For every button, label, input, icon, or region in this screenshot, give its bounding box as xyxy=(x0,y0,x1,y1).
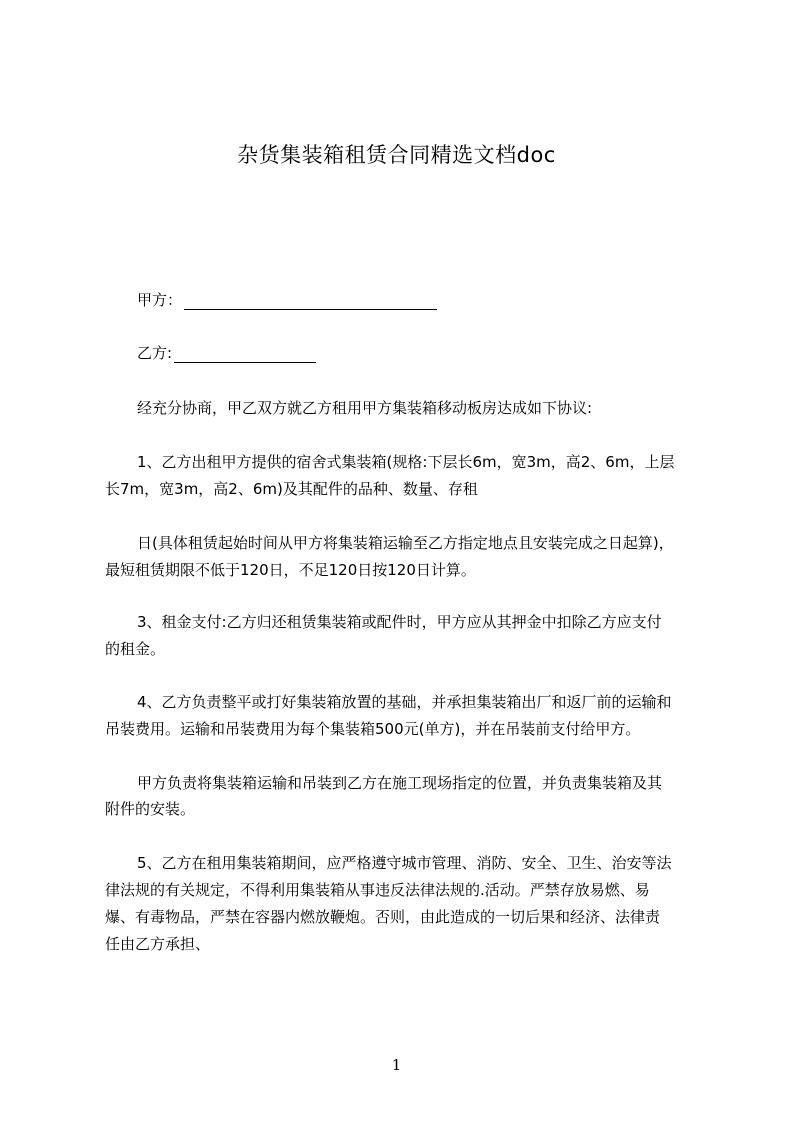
clause-2-line-1: 日(具体租赁起始时间从甲方将集装箱运输至乙方指定地点且安装完成之日起算)， xyxy=(137,534,674,552)
party-b-label: 乙方: xyxy=(137,344,173,362)
party-a-blank[interactable] xyxy=(184,294,437,310)
clause-4-line-1: 4、乙方负责整平或打好集装箱放置的基础，并承担集装箱出厂和返厂前的运输和 xyxy=(137,693,672,711)
party-a-label: 甲方： xyxy=(137,291,183,309)
clause-5-line-1: 5、乙方在租用集装箱期间，应严格遵守城市管理、消防、安全、卫生、治安等法 xyxy=(137,854,672,872)
document-title: 杂货集装箱租赁合同精选文档doc xyxy=(237,143,556,167)
clause-5-line-3: 爆、有毒物品，严禁在容器内燃放鞭炮。否则，由此造成的一切后果和经济、法律责 xyxy=(105,908,661,926)
clause-2-line-2: 最短租赁期限不低于120日，不足120日按120日计算。 xyxy=(105,561,476,579)
clause-1-line-1: 1、乙方出租甲方提供的宿舍式集装箱(规格:下层长6m，宽3m，高2、6m，上层 xyxy=(137,453,675,471)
clause-4b-line-2: 附件的安装。 xyxy=(105,800,196,818)
party-b-blank[interactable] xyxy=(174,347,316,363)
intro-paragraph: 经充分协商，甲乙双方就乙方租用甲方集装箱移动板房达成如下协议: xyxy=(137,399,593,417)
clause-3-line-2: 的租金。 xyxy=(105,640,166,658)
party-a-line xyxy=(137,290,437,310)
party-b-line xyxy=(137,343,316,363)
clause-5-line-2: 律法规的有关规定，不得利用集装箱从事违反法律法规的.活动。严禁存放易燃、易 xyxy=(105,881,650,899)
clause-4b-line-1: 甲方负责将集装箱运输和吊装到乙方在施工现场指定的位置，并负责集装箱及其 xyxy=(137,774,663,792)
clause-1-line-2: 长7m，宽3m，高2、6m)及其配件的品种、数量、存租 xyxy=(105,480,478,498)
clause-5-line-4: 任由乙方承担、 xyxy=(105,935,211,953)
clause-3-line-1: 3、租金支付:乙方归还租赁集装箱或配件时，甲方应从其押金中扣除乙方应支付 xyxy=(137,613,662,631)
clause-4-line-2: 吊装费用。运输和吊装费用为每个集装箱500元(单方)，并在吊装前支付给甲方。 xyxy=(105,720,641,738)
page-number: 1 xyxy=(391,1056,402,1074)
